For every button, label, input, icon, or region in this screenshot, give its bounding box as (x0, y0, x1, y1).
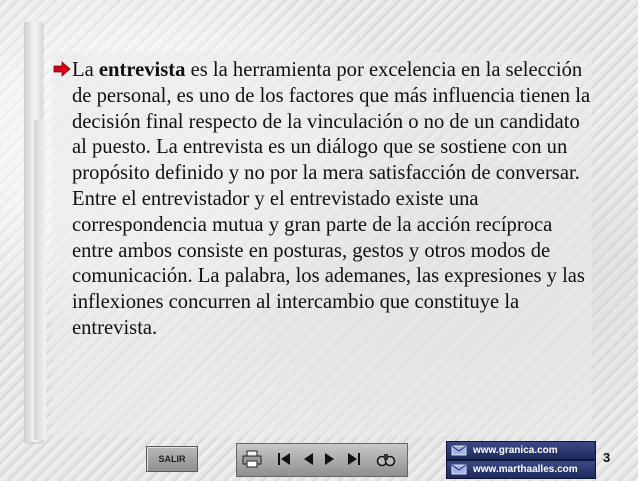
exit-button[interactable]: SALIR (146, 446, 198, 472)
slide-text-intro: La (72, 59, 99, 81)
link-granica[interactable] (446, 441, 596, 460)
last-slide-icon[interactable] (344, 448, 364, 470)
slide-text-body: es la herramienta por excelencia en la selección de personal, es uno de los factores que más influencia tienen la decisión final respecto de la vinculación o no de un candidato al puesto. La entrevista es un diálogo que se sostiene con un propósito definido y no por la mera satisfacción de conversar. Entre el entrevistador y el entrevistado existe una correspondencia mutua y gran parte de la acción recíproca entre ambos consiste en posturas, gestos y otros modos de comunicación. La palabra, los ademanes, las expresiones y las inflexiones concurren al intercambio que constituye la entrevista. (72, 59, 591, 339)
page-number: 3 (603, 450, 611, 465)
first-slide-icon[interactable] (274, 448, 294, 470)
next-slide-icon[interactable] (320, 448, 340, 470)
link-granica-text: www.granica.com (473, 445, 558, 456)
link-marthaalles[interactable] (446, 460, 596, 479)
mail-icon (451, 463, 467, 476)
slide-text-bold-term: entrevista (98, 59, 186, 81)
print-icon[interactable] (242, 448, 262, 470)
search-icon[interactable] (376, 448, 396, 470)
decorative-left-bar-secondary (34, 120, 46, 440)
link-marthaalles-text: www.marthaalles.com (473, 464, 578, 475)
slide-paragraph (72, 58, 592, 342)
red-arrow-icon (53, 61, 71, 77)
mail-icon (451, 444, 467, 457)
previous-slide-icon[interactable] (298, 448, 318, 470)
